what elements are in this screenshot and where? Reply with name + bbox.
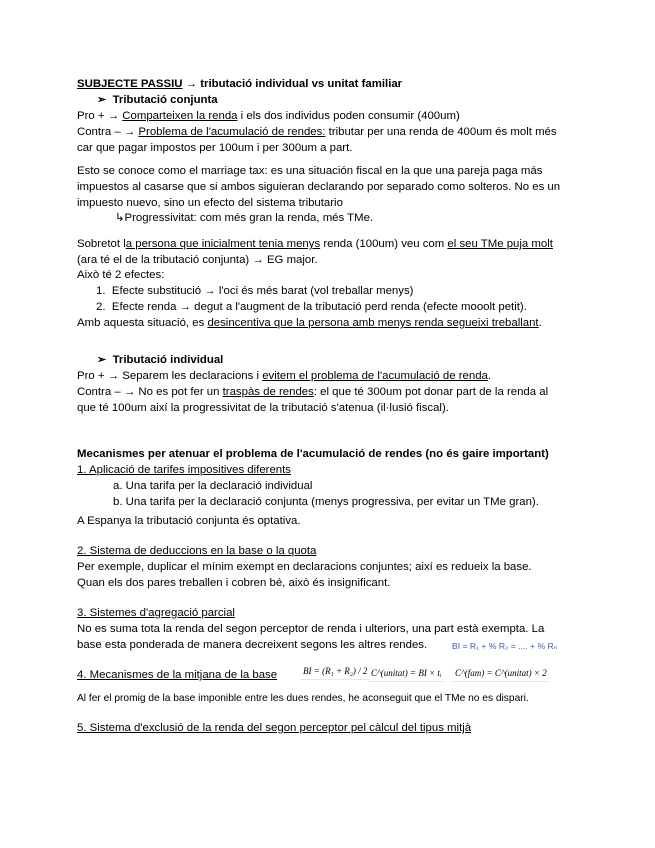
ind-contra: Contra – → No es pot fer un traspàs de rendes: el que té 300um pot donar part de la renda al xyxy=(77,386,549,398)
mecanismes-heading: Mecanismes per atenuar el problema de l'acumulació de rendes (no és gaire important) xyxy=(77,448,549,460)
mecanisme-4-note: Al fer el promig de la base imponible entre les dues rendes, he aconseguit que el TMe no es dispari. xyxy=(77,693,529,704)
mecanisme-3-line-2: base esta ponderada de manera decreixent segons les altres rendes. xyxy=(77,639,428,651)
mecanisme-3-line-1: No es suma tota la renda del segon perceptor de renda i ulteriors, una part està exempta. La xyxy=(77,623,545,635)
amb-line: Amb aquesta situació, es desincentiva que la persona amb menys renda segueixi treballant. xyxy=(77,317,542,329)
conj-pro: Pro + → Comparteixen la renda i els dos individus poden consumir (400um) xyxy=(77,110,460,122)
mecanisme-1-item-b: b. Una tarifa per la declaració conjunta (menys progressiva, per evitar un TMe gran). xyxy=(113,496,539,508)
mecanisme-3-formula: BI = R₁ + % R₂ = .... + % Rₙ xyxy=(452,641,558,651)
progressivitat-note: ↳Progressivitat: com més gran la renda, més TMe. xyxy=(115,212,374,224)
mecanisme-4-title: 4. Mecanismes de la mitjana de la base xyxy=(77,669,278,681)
efecte-item-1: 1. Efecte substitució → l'oci és més barat (vol treballar menys) xyxy=(96,285,414,297)
arrow-bullet-icon: ➢ xyxy=(97,94,107,106)
conj-contra-cont: car que pagar impostos per 100um i per 300um a part. xyxy=(77,142,353,154)
spanish-paragraph-line-2: impuestos al casarse que si ambos siguieran declarando por separado como solteros. No es un xyxy=(77,181,561,193)
heading-individual: ➢ Tributació individual xyxy=(97,354,224,366)
mecanisme-4-formula-1: BI = (R₁ + R₂) / 2 xyxy=(300,663,370,680)
conj-contra: Contra – → Problema de l'acumulació de rendes: tributar per una renda de 400um és molt més xyxy=(77,126,557,138)
mecanisme-4-formula-3: C^(fam) = C^(unitat) × 2 xyxy=(452,665,550,682)
arrow-bullet-icon: ➢ xyxy=(97,354,107,366)
spanish-paragraph-line-1: Esto se conoce como el marriage tax: es una situación fiscal en la que una pareja paga más xyxy=(77,165,543,177)
mecanisme-1-item-a: a. Una tarifa per la declaració individual xyxy=(113,480,313,492)
sobretot-line: Sobretot la persona que inicialment tenia menys renda (100um) veu com el seu TMe puja molt xyxy=(77,238,553,250)
mecanisme-3-title: 3. Sistemes d'agregació parcial xyxy=(77,607,235,619)
efectes-intro: Això té 2 efectes: xyxy=(77,269,165,281)
ind-pro: Pro + → Separem les declaracions i evitem el problema de l'acumulació de renda. xyxy=(77,370,492,382)
title-rest: → tributació individual vs unitat familiar xyxy=(182,78,403,90)
mecanisme-4-formula-2: C^(unitat) = BI × tᵢ xyxy=(368,665,444,682)
section-title xyxy=(77,76,402,92)
mecanisme-5-title: 5. Sistema d'exclusió de la renda del segon perceptor pel càlcul del tipus mitjà xyxy=(77,722,472,734)
ind-contra-cont: que té 100um així la progressivitat de la tributació s'atenua (il·lusió fiscal). xyxy=(77,402,449,414)
heading-conjunta: ➢ Tributació conjunta xyxy=(97,94,218,106)
title-subject: SUBJECTE PASSIU xyxy=(77,78,183,90)
mecanisme-2-title: 2. Sistema de deduccions en la base o la quota xyxy=(77,545,317,557)
sobretot-cont: (ara té el de la tributació conjunta) → EG major. xyxy=(77,254,318,266)
mecanisme-2-line-1: Per exemple, duplicar el mínim exempt en declaracions conjuntes; així es redueix la base. xyxy=(77,561,532,573)
mecanisme-2-line-2: Quan els dos pares treballen i cobren bé, això és insignificant. xyxy=(77,577,391,589)
spanish-paragraph-line-3: impuesto nuevo, sino un efecto del sistema tributario xyxy=(77,197,343,209)
efecte-item-2: 2. Efecte renda → degut a l'augment de la tributació perd renda (efecte mooolt petit). xyxy=(96,301,527,313)
mecanisme-1-title: 1. Aplicació de tarifes impositives diferents xyxy=(77,464,291,476)
mecanisme-1-note: A Espanya la tributació conjunta és optativa. xyxy=(77,515,301,527)
